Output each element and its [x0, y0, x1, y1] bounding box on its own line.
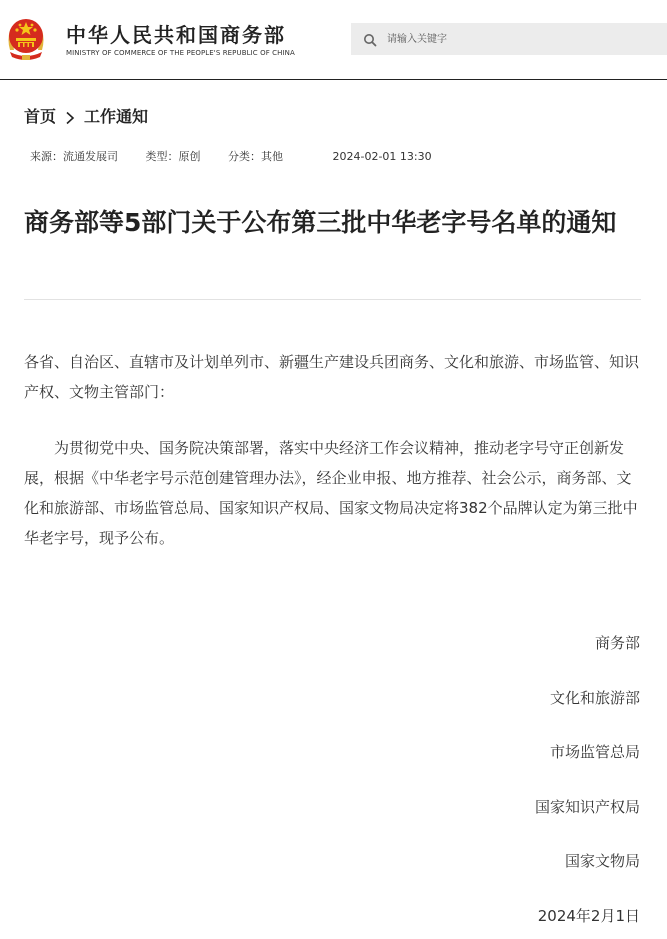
meta-datetime: 2024-02-01 13:30 — [332, 150, 432, 163]
search-icon[interactable] — [363, 32, 377, 46]
site-header — [0, 0, 667, 80]
chevron-right-icon — [56, 107, 84, 126]
search-box — [351, 23, 667, 55]
search-input[interactable] — [387, 23, 647, 55]
signatory-3: 市场监管总局 — [549, 743, 640, 761]
signatory-4: 国家知识产权局 — [534, 798, 640, 816]
meta-source: 来源：流通发展司 — [30, 150, 118, 163]
article-date: 2024年2月1日 — [537, 907, 640, 925]
article-meta — [30, 148, 432, 164]
signatory-1: 商务部 — [594, 634, 640, 652]
signatory-2: 文化和旅游部 — [549, 689, 640, 707]
article-salutation: 各省、自治区、直辖市及计划单列市、新疆生产建设兵团商务、文化和旅游、市场监管、知识产权、文物主管部门： — [24, 353, 640, 401]
meta-category: 分类：其他 — [228, 150, 283, 163]
site-name-cn[interactable]: 中华人民共和国商务部 — [66, 23, 286, 47]
breadcrumb — [24, 104, 148, 126]
signatory-5: 国家文物局 — [564, 852, 640, 870]
meta-type: 类型：原创 — [145, 150, 201, 163]
header-divider — [0, 79, 667, 80]
breadcrumb-home-link[interactable]: 首页 — [24, 107, 57, 126]
breadcrumb-current-link[interactable]: 工作通知 — [84, 107, 149, 126]
article-title: 商务部等5部门关于公布第三批中华老字号名单的通知 — [24, 208, 617, 237]
article-body-paragraph: 为贯彻党中央、国务院决策部署，落实中央经济工作会议精神，推动老字号守正创新发展，根据《中华老字号示范创建管理办法》，经企业申报、地方推荐、社会公示，商务部、文化和旅游部、市场监管总局、国家知识产权局、国家文物局决定将382个品牌认定为第三批中华老字号，现予公布。 — [24, 439, 638, 547]
site-name-en: MINISTRY OF COMMERCE OF THE PEOPLE'S REPUBLIC OF CHINA — [66, 49, 295, 57]
title-divider — [24, 299, 641, 300]
national-emblem-logo[interactable] — [4, 10, 48, 62]
